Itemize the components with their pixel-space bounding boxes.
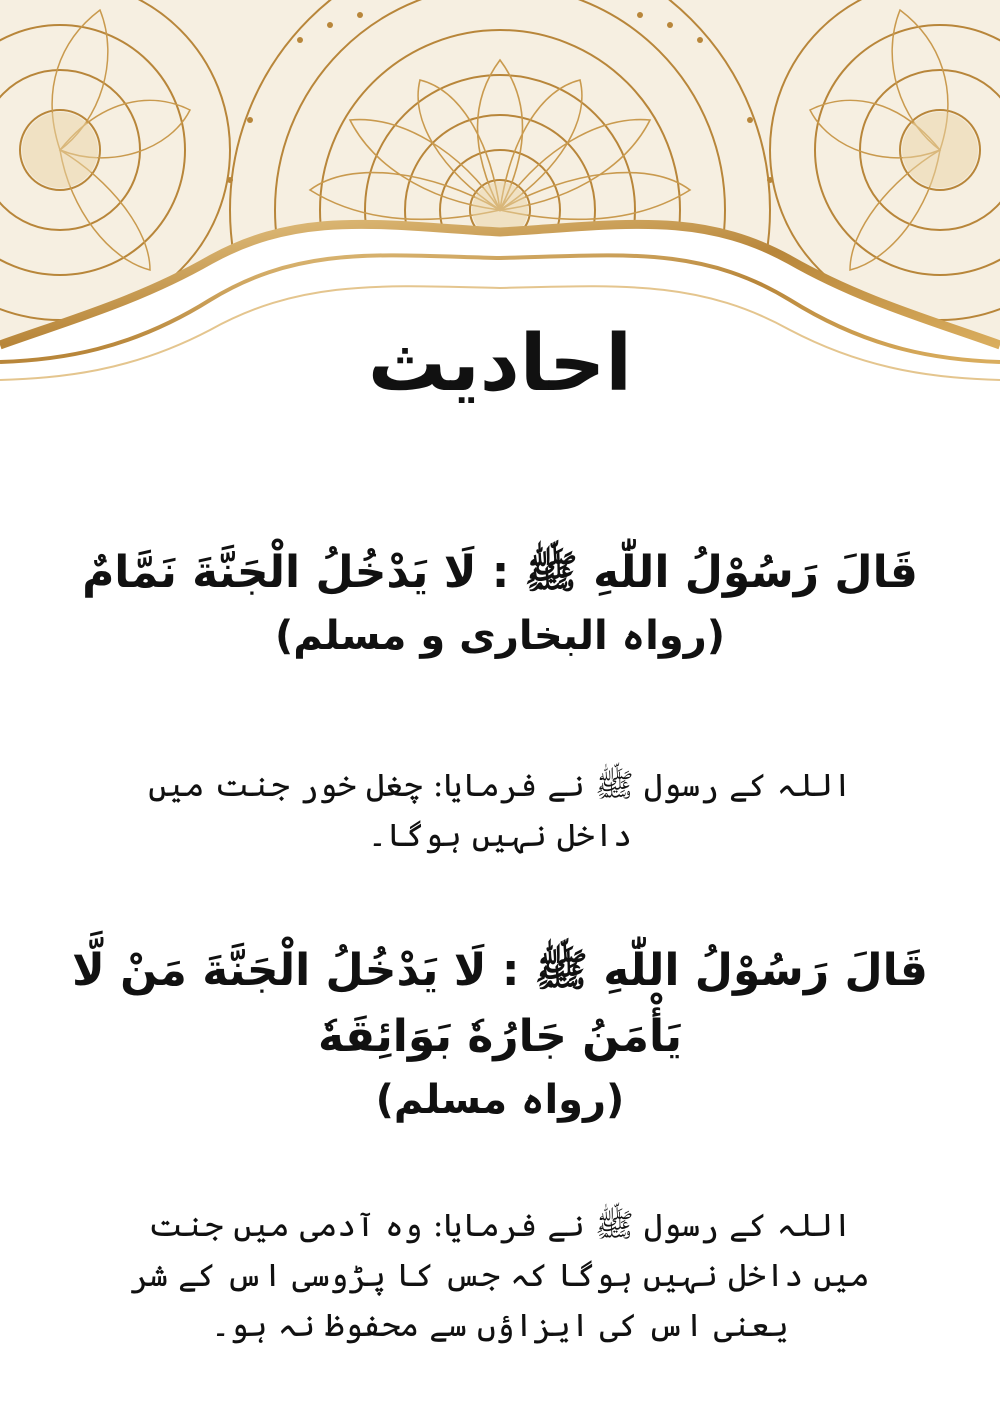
hadith-1-arabic: قَالَ رَسُوْلُ اللّٰهِ ﷺ : لَا یَدْخُلُ الْجَنَّةَ نَمَّامٌ: [82, 547, 918, 598]
page-title: احادیث: [367, 319, 633, 409]
hadith-2-urdu-translation: اللہ کے رسول ﷺ نے فرمایا: وہ آدمی میں جنت میں داخل نہیں ہوگا کہ جس کا پڑوسی اس کے شر یعنی اس کی ایزاؤں سے محفوظ نہ ہو۔: [130, 1206, 870, 1344]
hadith-2-arabic: قَالَ رَسُوْلُ اللّٰهِ ﷺ : لَا یَدْخُلُ الْجَنَّةَ مَنْ لَّا یَأْمَنُ جَارُهٗ بَوَائِقَهٗ: [72, 945, 928, 1062]
hadith-1-source: (رواہ البخاری و مسلم): [275, 613, 725, 659]
hadith-2-block: [40, 938, 960, 1130]
hadith-1-block: [60, 540, 940, 666]
hadith-2-source: (رواہ مسلم): [375, 1077, 625, 1123]
hadith-1-urdu-translation: اللہ کے رسول ﷺ نے فرمایا: چغل خور جنت میں داخل نہیں ہوگا۔: [148, 766, 852, 854]
